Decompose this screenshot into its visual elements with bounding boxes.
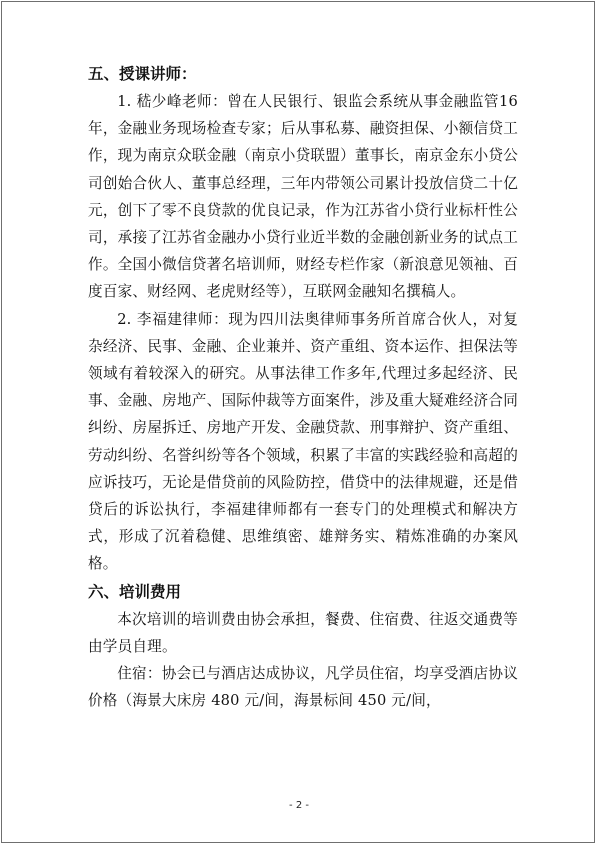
document-body <box>88 60 518 714</box>
page-number: - 2 - <box>289 800 309 811</box>
instructor-paragraph-2: 2. 李福建律师：现为四川法奥律师事务所首席合伙人，对复杂经济、民事、金融、企业兼并、资产重组、资本运作、担保法等领域有着较深入的研究。从事法律工作多年,代理过多起经济、民事、金融、房地产、国际仲裁等方面案件，涉及重大疑难经济合同纠纷、房屋拆迁、房地产开发、金融贷款、刑事辩护、资产重组、劳动纠纷、名誉纠纷等各个领域，积累了丰富的实践经验和高超的应诉技巧，无论是借贷前的风险防控，借贷中的法律规避，还是借贷后的诉讼执行，李福建律师都有一套专门的处理模式和解决方式，形成了沉着稳健、思维缜密、雄辩务实、精炼准确的办案风格。 <box>88 310 518 573</box>
section-heading-instructors: 五、授课讲师： <box>88 65 197 83</box>
fees-paragraph-2: 住宿：协会已与酒店达成协议，凡学员住宿，均享受酒店协议价格（海景大床房 480 元/间，海景标间 450 元/间， <box>88 665 518 710</box>
instructor-paragraph-1: 1. 嵇少峰老师：曾在人民银行、银监会系统从事金融监管16年，金融业务现场检查专家；后从事私募、融资担保、小额信贷工作，现为南京众联金融（南京小贷联盟）董事长，南京金东小贷公司创始合伙人、董事总经理，三年内带领公司累计投放信贷二十亿元，创下了零不良贷款的优良记录，作为江苏省小贷行业标杆性公司，承接了江苏省金融办小贷行业近半数的金融创新业务的试点工作。全国小微信贷著名培训师，财经专栏作家（新浪意见领袖、百度百家、财经网、老虎财经等），互联网金融知名撰稿人。 <box>88 93 518 301</box>
section-heading-fees: 六、培训费用 <box>88 582 182 601</box>
fees-paragraph-1: 本次培训的培训费由协会承担，餐费、住宿费、往返交通费等由学员自理。 <box>88 610 518 655</box>
